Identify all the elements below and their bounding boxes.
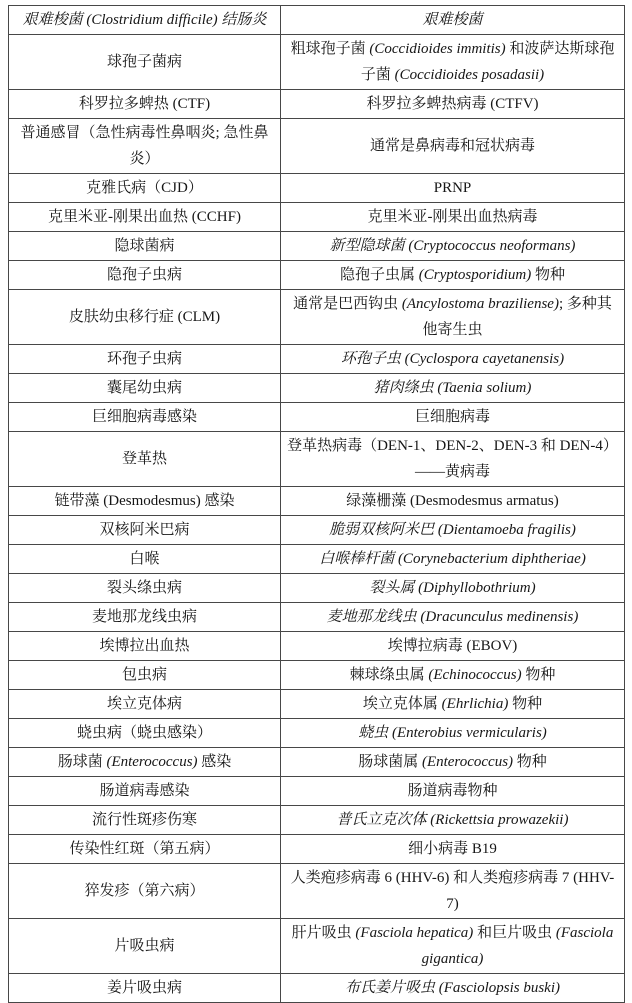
cell-pathogen: 绿藻栅藻 (Desmodesmus armatus): [281, 487, 625, 516]
table-row: [9, 432, 625, 487]
cell-disease: 传染性红斑（第五病）: [9, 835, 281, 864]
table-row: [9, 690, 625, 719]
cell-pathogen: 肝片吸虫 (Fasciola hepatica) 和巨片吸虫 (Fasciola gigantica): [281, 919, 625, 974]
cell-disease: 猝发疹（第六病）: [9, 864, 281, 919]
cell-disease: 片吸虫病: [9, 919, 281, 974]
cell-pathogen: 肠球菌属 (Enterococcus) 物种: [281, 748, 625, 777]
cell-disease: 蛲虫病（蛲虫感染）: [9, 719, 281, 748]
cell-pathogen: 肠道病毒物种: [281, 777, 625, 806]
pathogen-table-body: [9, 6, 625, 1003]
cell-pathogen: 隐孢子虫属 (Cryptosporidium) 物种: [281, 261, 625, 290]
table-row: [9, 545, 625, 574]
cell-disease: 普通感冒（急性病毒性鼻咽炎; 急性鼻炎）: [9, 119, 281, 174]
cell-pathogen: 粗球孢子菌 (Coccidioides immitis) 和波萨达斯球孢子菌 (Coccidioides posadasii): [281, 35, 625, 90]
cell-pathogen: PRNP: [281, 174, 625, 203]
cell-pathogen: 通常是鼻病毒和冠状病毒: [281, 119, 625, 174]
table-row: [9, 806, 625, 835]
table-row: [9, 174, 625, 203]
table-row: [9, 574, 625, 603]
table-row: [9, 919, 625, 974]
cell-pathogen: 脆弱双核阿米巴 (Dientamoeba fragilis): [281, 516, 625, 545]
table-row: [9, 261, 625, 290]
cell-pathogen: 蛲虫 (Enterobius vermicularis): [281, 719, 625, 748]
table-row: [9, 35, 625, 90]
cell-disease: 登革热: [9, 432, 281, 487]
table-row: [9, 864, 625, 919]
cell-disease: 埃立克体病: [9, 690, 281, 719]
cell-pathogen: 布氏姜片吸虫 (Fasciolopsis buski): [281, 974, 625, 1003]
cell-disease: 裂头绦虫病: [9, 574, 281, 603]
cell-pathogen: 人类疱疹病毒 6 (HHV-6) 和人类疱疹病毒 7 (HHV-7): [281, 864, 625, 919]
cell-pathogen: 登革热病毒（DEN-1、DEN-2、DEN-3 和 DEN-4）——黄病毒: [281, 432, 625, 487]
cell-pathogen: 白喉棒杆菌 (Corynebacterium diphtheriae): [281, 545, 625, 574]
cell-pathogen: 通常是巴西钩虫 (Ancylostoma braziliense); 多种其他寄生虫: [281, 290, 625, 345]
cell-pathogen: 克里米亚-刚果出血热病毒: [281, 203, 625, 232]
cell-disease: 埃博拉出血热: [9, 632, 281, 661]
cell-disease: 肠道病毒感染: [9, 777, 281, 806]
table-row: [9, 90, 625, 119]
cell-disease: 囊尾幼虫病: [9, 374, 281, 403]
table-row: [9, 487, 625, 516]
cell-pathogen: 巨细胞病毒: [281, 403, 625, 432]
cell-pathogen: 麦地那龙线虫 (Dracunculus medinensis): [281, 603, 625, 632]
table-row: [9, 719, 625, 748]
table-row: [9, 374, 625, 403]
cell-pathogen: 科罗拉多蜱热病毒 (CTFV): [281, 90, 625, 119]
table-row: [9, 345, 625, 374]
cell-disease: 球孢子菌病: [9, 35, 281, 90]
cell-disease: 麦地那龙线虫病: [9, 603, 281, 632]
table-row: [9, 777, 625, 806]
cell-disease: 肠球菌 (Enterococcus) 感染: [9, 748, 281, 777]
cell-disease: 姜片吸虫病: [9, 974, 281, 1003]
table-row: [9, 232, 625, 261]
table-row: [9, 632, 625, 661]
cell-disease: 科罗拉多蜱热 (CTF): [9, 90, 281, 119]
table-row: [9, 403, 625, 432]
table-row: [9, 290, 625, 345]
cell-pathogen: 埃立克体属 (Ehrlichia) 物种: [281, 690, 625, 719]
cell-pathogen: 艰难梭菌: [281, 6, 625, 35]
cell-pathogen: 环孢子虫 (Cyclospora cayetanensis): [281, 345, 625, 374]
cell-pathogen: 细小病毒 B19: [281, 835, 625, 864]
cell-disease: 皮肤幼虫移行症 (CLM): [9, 290, 281, 345]
table-row: [9, 974, 625, 1003]
table-row: [9, 748, 625, 777]
cell-disease: 隐球菌病: [9, 232, 281, 261]
cell-disease: 链带藻 (Desmodesmus) 感染: [9, 487, 281, 516]
table-row: [9, 603, 625, 632]
table-row: [9, 119, 625, 174]
table-row: [9, 6, 625, 35]
cell-pathogen: 埃博拉病毒 (EBOV): [281, 632, 625, 661]
disease-pathogen-table: [8, 5, 625, 1003]
cell-disease: 白喉: [9, 545, 281, 574]
cell-disease: 双核阿米巴病: [9, 516, 281, 545]
table-row: [9, 516, 625, 545]
cell-disease: 克雅氏病（CJD）: [9, 174, 281, 203]
cell-pathogen: 猪肉绦虫 (Taenia solium): [281, 374, 625, 403]
cell-disease: 克里米亚-刚果出血热 (CCHF): [9, 203, 281, 232]
cell-pathogen: 裂头属 (Diphyllobothrium): [281, 574, 625, 603]
cell-disease: 包虫病: [9, 661, 281, 690]
table-row: [9, 661, 625, 690]
cell-disease: 巨细胞病毒感染: [9, 403, 281, 432]
table-row: [9, 203, 625, 232]
cell-pathogen: 新型隐球菌 (Cryptococcus neoformans): [281, 232, 625, 261]
cell-pathogen: 棘球绦虫属 (Echinococcus) 物种: [281, 661, 625, 690]
cell-disease: 环孢子虫病: [9, 345, 281, 374]
cell-disease: 隐孢子虫病: [9, 261, 281, 290]
cell-pathogen: 普氏立克次体 (Rickettsia prowazekii): [281, 806, 625, 835]
cell-disease: 流行性斑疹伤寒: [9, 806, 281, 835]
table-row: [9, 835, 625, 864]
cell-disease: 艰难梭菌 (Clostridium difficile) 结肠炎: [9, 6, 281, 35]
